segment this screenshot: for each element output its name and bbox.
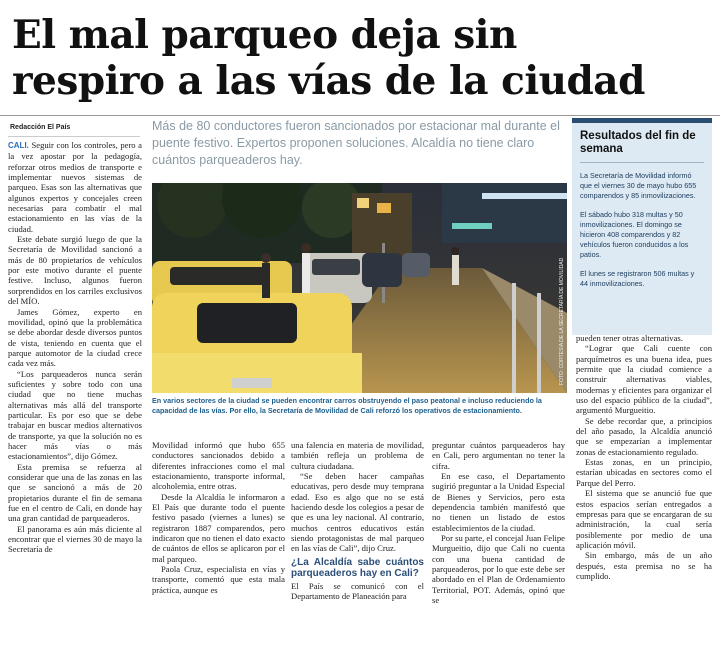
article-paragraph: Por su parte, el concejal Juan Felipe Murgueitio, dijo que Cali no cuenta con una buena cantidad de parqueaderos, por lo que este debe ser abordado en el Plan de Ordenamiento Territorial, POT. Además, opinó que se: [432, 533, 565, 606]
article-paragraph: El sistema que se anunció fue que estos espacios serían entregados a empresas para que se encargaran de su administración, la cual sería posiblemente por medio de una aplicación móvil.: [576, 488, 712, 550]
article-paragraph: Sin embargo, más de un año después, esta premisa no se ha cumplido.: [576, 550, 712, 581]
article-paragraph: Este debate surgió luego de que la Secretaría de Movilidad sancionó a más de 80 propietarios de vehículos por este motivo durante el puente festive. Incluso, algunos fueron sorprendidos en los carriles exclusivos del MÍO.: [8, 234, 142, 307]
article-paragraph: Esta premisa se refuerza al considerar que una de las zonas en las que se sancionó a más de 20 propietarios durante el fin de semana fue en el centro de Cali, en donde hay una gran cantidad de parqueaderos.: [8, 461, 142, 524]
subheadline: Más de 80 conductores fueron sancionados por estacionar mal durante el puente festivo. Expertos proponen soluciones. Alcaldía no tiene claro cuántos parqueaderos hay.: [152, 119, 560, 167]
paragraph-text: Seguir con los controles, pero a la vez apostar por la pedagogía, reforzar otros medios de transporte e implementar nuevos sistemas de parqueo. Esas son las alternativas que algunos expertos y concejales creen necesarias para combatir el mal estacionamiento en las vías de la ciudad.: [8, 140, 142, 234]
article-paragraph: Se debe recordar que, a principios del año pasado, la Alcaldía anunció que se empezarían a implementar zonas de estacionamiento regulado.: [576, 415, 712, 457]
article-paragraph: “Lograr que Cali cuente con parquímetros es una buena idea, pues permite que la ciudad comience a construir alternativas viables, modernas y eficientes para organizar el uso del espacio público de la ciudad”, argumentó Murgueitio.: [576, 343, 712, 416]
article-paragraph: James Gómez, experto en movilidad, opinó que la problemática se debe abordar desde diversos puntos de vista, teniendo en cuenta que el parque automotor de la ciudad crece cada vez más.: [8, 306, 142, 369]
article-paragraph: En ese caso, el Departamento sugirió preguntar a la Unidad Especial de Bienes y Servicios, pero esta dependencia también manifestó que no tienen un listado de estos establecimientos de la ciudad.: [432, 471, 565, 533]
byline: Redacción El País: [10, 124, 71, 131]
photo-credit: [559, 195, 568, 395]
article-paragraph: Estas zonas, en un principio, estarían ubicadas en sectores como el Parque del Perro.: [576, 457, 712, 488]
headline-rule: [0, 115, 720, 116]
article-paragraph: pueden tener otras alternativas.: [576, 333, 683, 343]
photo-caption: En varios sectores de la ciudad se pueden encontrar carros obstruyendo el paso peatonal e incluso reduciendo la capacidad de las vías. Por ello, la Secretaría de Movilidad de Cali reforzó los operativos de estacionamiento.: [152, 396, 542, 415]
article-paragraph: “Se deben hacer campañas educativas, pero desde muy temprana edad. Eso es algo que no se está haciendo desde los colegios a pesar de que es una ley nacional. Al contrario, muchos centros educativos están siendo protagonistas de mal parqueo en las vías de Cali”, dijo Cruz.: [291, 471, 424, 554]
article-column-2: [152, 440, 285, 595]
sidebar-divider: [580, 162, 704, 163]
article-paragraph: “Los parqueaderos nunca serán suficientes y sobre todo con una ciudad que no tiene muchas alternativas más allá del transporte particular. Es por eso que se debe trabajar en buscar medios alternativos de transporte, ya que la solución no es hacer más vías o más estacionamientos”, dijo Gómez.: [8, 368, 142, 462]
sidebar-paragraph: La Secretaría de Movilidad informó que el viernes 30 de mayo hubo 655 comparendos y 85 inmovilizaciones.: [580, 171, 697, 201]
news-photo: [152, 183, 567, 393]
article-paragraph: preguntar cuántos parqueaderos hay en Cali, pero argumentan no tener la cifra.: [432, 440, 565, 471]
article-paragraph: una falencia en materia de movilidad, también refleja un problema de cultura ciudadana.: [291, 440, 424, 471]
article-column-5: [576, 333, 712, 581]
article-paragraph: El panorama es aún más diciente al encontrar que el viernes 30 de mayo la Secretaría de: [8, 523, 142, 555]
headline-line-2: respiro a las vías de la ciudad: [12, 58, 645, 104]
dateline: CALI.: [8, 141, 29, 150]
photo-credit-text: FOTO: CORTESÍA DE LA SECRETARÍA DE MOVILIDAD: [559, 257, 565, 385]
street-parking-photo: [152, 183, 567, 393]
sidebar-title: Resultados del fin de semana: [580, 130, 696, 155]
byline-rule: [8, 136, 140, 137]
sidebar-box: [572, 118, 712, 335]
article-column-1: [8, 140, 142, 555]
sidebar-paragraph: El lunes se registraron 506 multas y 44 inmovilizaciones.: [580, 268, 695, 288]
article-column-4: [432, 440, 565, 606]
article-paragraph: Desde la Alcaldía le informaron a El País que durante todo el puente festivo pasado (viernes a lunes) se registraron 1887 comparendos, pero indicaron que no tienen el dato exacto de cuántos de ellos se aplicaron por el mal parqueo.: [152, 491, 285, 564]
article-paragraph: El País se comunicó con el Departamento de Planeación para: [291, 580, 424, 602]
headline-line-1: El mal parqueo deja sin: [12, 12, 517, 58]
headline: [12, 12, 712, 104]
article-paragraph: [8, 140, 142, 234]
article-paragraph: Paola Cruz, especialista en vías y transporte, comentó que esta mala práctica, aunque es: [152, 564, 285, 595]
sidebar-paragraph: El sábado hubo 318 multas y 50 inmovilizaciones. El domingo se hicieron 408 comparendos y 82 vehículos fueron conducidos a los patios.: [580, 209, 689, 260]
article-paragraph: Movilidad informó que hubo 655 conductores sancionados debido a diferentes infracciones como el mal estacionamiento, transporte informal, alcoholemia, entre otras.: [152, 440, 285, 492]
article-column-3: [291, 440, 424, 601]
article-subheading: ¿La Alcaldía sabe cuántos parqueaderos hay en Cali?: [291, 556, 424, 579]
